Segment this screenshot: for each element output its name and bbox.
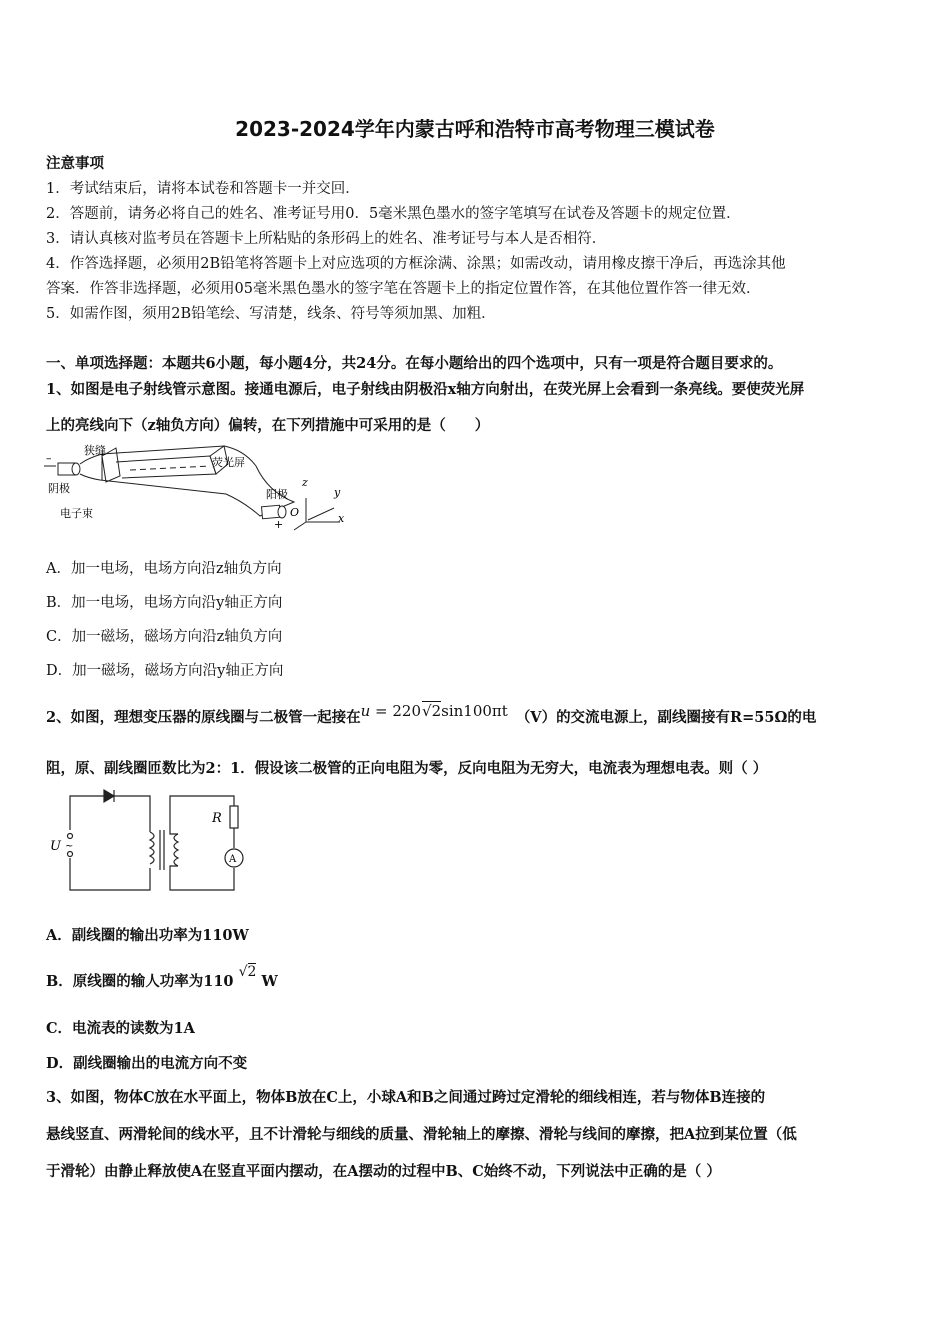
q2-stem-1 — [46, 702, 817, 727]
notice-item-4: 4．作答选择题，必须用2B铅笔将答题卡上对应选项的方框涂满、涂黑；如需改动，请用橡皮擦干净后，再选涂其他 — [46, 256, 786, 272]
fig-slit-label: 狭缝 — [84, 444, 106, 457]
fig-r-label: R — [212, 811, 222, 826]
fig-axis-z: z — [302, 476, 308, 489]
fig-minus: – — [46, 452, 52, 465]
page-title: 2023-2024学年内蒙古呼和浩特市高考物理三模试卷 — [235, 117, 715, 141]
q2-stem-pre: 2、如图，理想变压器的原线圈与二极管一起接在 — [46, 709, 361, 726]
notice-item-3: 3．请认真核对监考员在答题卡上所粘贴的条形码上的姓名、准考证号与本人是否相符． — [46, 231, 607, 247]
q2-option-c[interactable]: C．电流表的读数为1A — [46, 1020, 195, 1037]
q1-option-a[interactable]: A．加一电场，电场方向沿z轴负方向 — [46, 561, 282, 577]
q1-option-d[interactable]: D．加一磁场，磁场方向沿y轴正方向 — [46, 663, 284, 679]
q3-stem-1: 3、如图，物体C放在水平面上，物体B放在C上，小球A和B之间通过跨过定滑轮的细线相连，若与物体B连接的 — [46, 1089, 766, 1106]
q2-option-b-post: W — [261, 973, 278, 990]
q1-stem-1: 1、如图是电子射线管示意图。接通电源后，电子射线由阴极沿x轴方向射出，在荧光屏上会看到一条亮线。要使荧光屏 — [46, 381, 805, 398]
fig-cathode-label: 阴极 — [48, 482, 70, 495]
q2-formula: u = 220√2sin100πt — [360, 702, 508, 720]
q1-stem-2: 上的亮线向下（z轴负方向）偏转，在下列措施中可采用的是（ ） — [46, 417, 490, 434]
formula-u: u — [360, 702, 371, 720]
q2-option-d[interactable]: D．副线圈输出的电流方向不变 — [46, 1055, 248, 1072]
q2-option-b[interactable]: B．原线圈的输人功率为110 √2 W — [46, 964, 278, 990]
electron-tube-figure — [44, 440, 354, 532]
notice-heading: 注意事项 — [46, 155, 104, 172]
q2-option-b-root: 2 — [247, 964, 257, 980]
fig-axis-x: x — [338, 512, 345, 525]
notice-item-4-cont: 答案．作答非选择题，必须用05毫米黑色墨水的签字笔在答题卡上的指定位置作答，在其他位置作答一律无效． — [46, 281, 761, 297]
q2-option-b-pre: B．原线圈的输人功率为110 — [46, 973, 234, 990]
fig-beam-label: 电子束 — [60, 507, 93, 520]
q2-option-a[interactable]: A．副线圈的输出功率为110W — [46, 927, 249, 944]
fig-axis-y: y — [334, 486, 341, 499]
formula-tail: sin100πt — [441, 702, 508, 720]
formula-root: 2 — [431, 702, 442, 720]
fig-screen-label: 荧光屏 — [212, 456, 245, 469]
formula-eq: = 220 — [375, 702, 422, 720]
fig-anode-label: 阳极 — [266, 488, 288, 501]
notice-item-5: 5．如需作图，须用2B铅笔绘、写清楚，线条、符号等须加黑、加粗． — [46, 306, 496, 322]
fig-ac-symbol: ~ — [65, 841, 74, 852]
section-heading: 一、单项选择题：本题共6小题，每小题4分，共24分。在每小题给出的四个选项中，只有一项是符合题目要求的。 — [46, 355, 783, 372]
fig-u-label: U — [50, 839, 61, 854]
fig-ammeter-label: A — [229, 854, 237, 865]
q3-stem-3: 于滑轮）由静止释放使A在竖直平面内摆动，在A摆动的过程中B、C始终不动，下列说法中正确的是（ ） — [46, 1163, 721, 1180]
q2-stem-2: 阻，原、副线圈匝数比为2：1．假设该二极管的正向电阻为零，反向电阻为无穷大，电流表为理想电表。则（ ） — [46, 760, 768, 777]
q2-stem-post: （V）的交流电源上，副线圈接有R=55Ω的电 — [515, 709, 817, 726]
transformer-circuit-figure — [46, 788, 246, 896]
fig-origin: O — [290, 506, 300, 519]
q1-option-b[interactable]: B．加一电场，电场方向沿y轴正方向 — [46, 595, 283, 611]
fig-plus: + — [274, 518, 284, 531]
notice-item-2: 2．答题前，请务必将自己的姓名、准考证号用0．5毫米黑色墨水的签字笔填写在试卷及答题卡的规定位置． — [46, 206, 741, 222]
q1-option-c[interactable]: C．加一磁场，磁场方向沿z轴负方向 — [46, 629, 283, 645]
q3-stem-2: 悬线竖直、两滑轮间的线水平，且不计滑轮与细线的质量、滑轮轴上的摩擦、滑轮与线间的摩擦，把A拉到某位置（低 — [46, 1126, 797, 1143]
notice-item-1: 1．考试结束后，请将本试卷和答题卡一并交回． — [46, 181, 360, 197]
